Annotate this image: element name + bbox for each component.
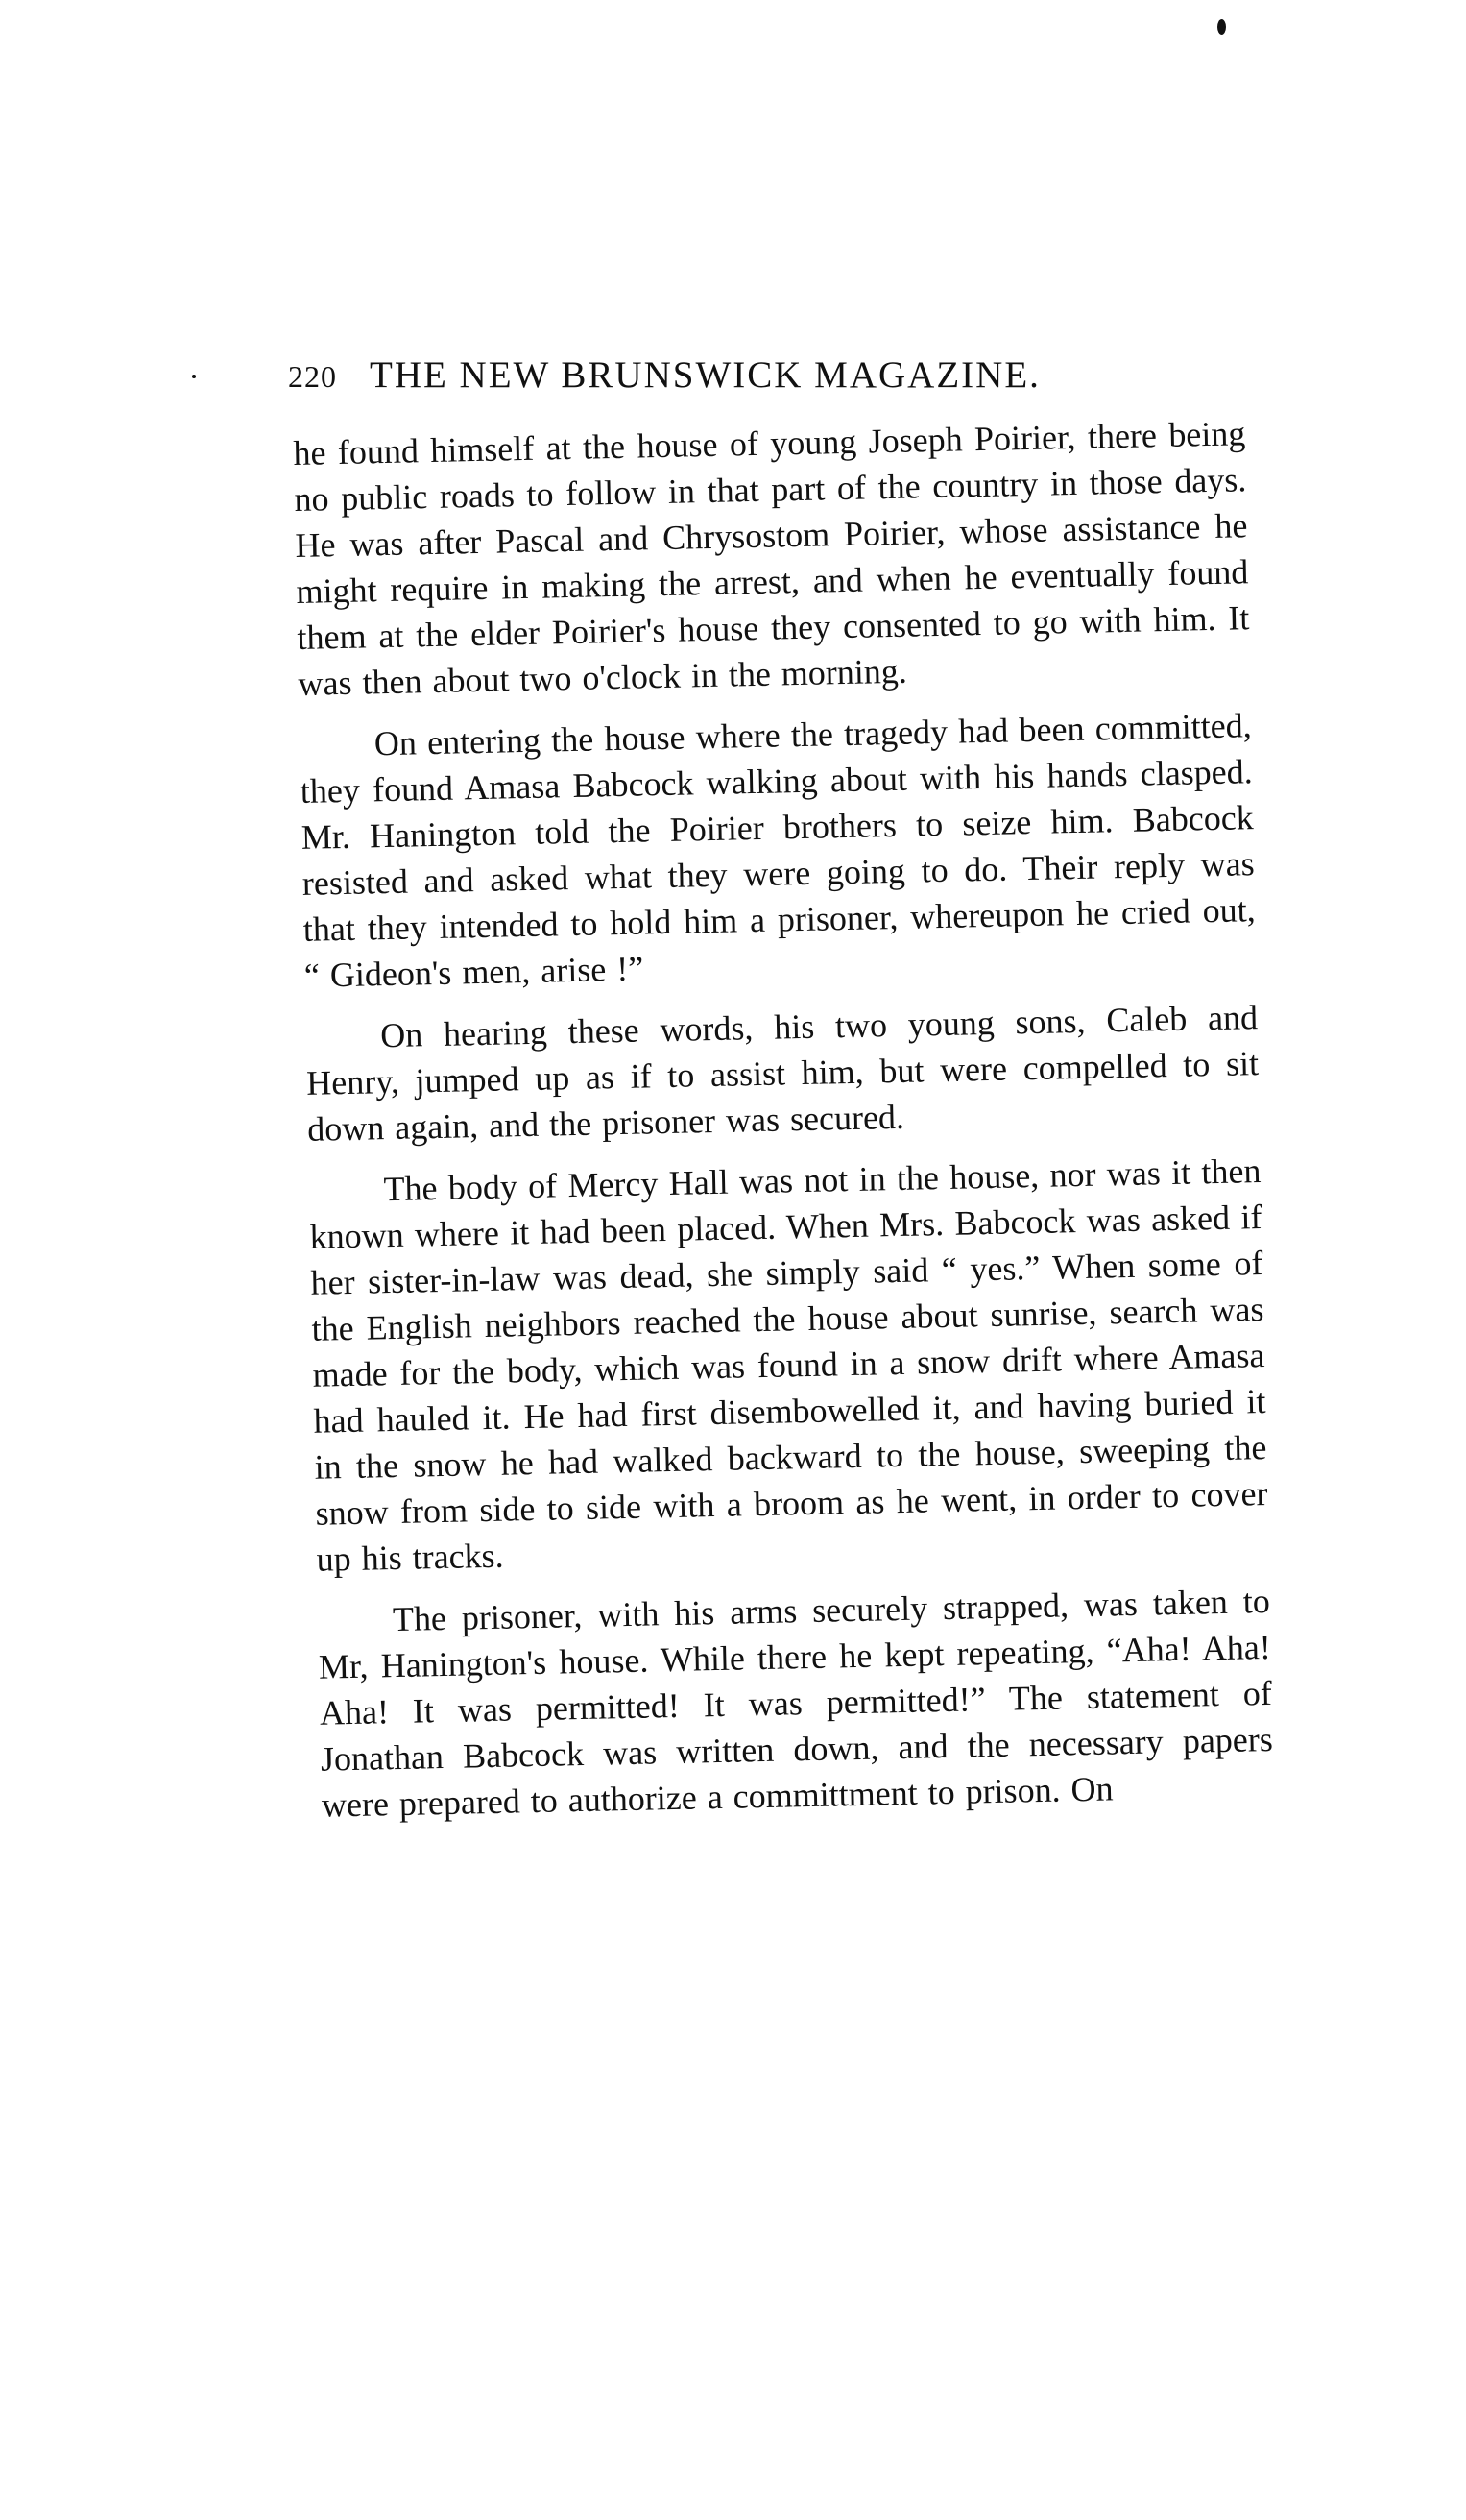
ink-speck [192, 375, 196, 378]
paragraph: On entering the house where the tragedy had been committed, they found Amasa Babcock walking about with his hands clasped. Mr. Hanington told the Poirier brothers to seize him. Babcock resisted and asked what they were going to do. Their reply was that they intended to hold him a prisoner, whereupon he cried out, “ Gideon's men, arise !” [300, 706, 1257, 995]
paragraph: On hearing these words, his two young sons, Caleb and Henry, jumped up as if to assist him, but were compelled to sit down again, and the prisoner was secured. [305, 998, 1260, 1149]
ink-speck [1217, 19, 1226, 35]
page-header [288, 353, 1162, 411]
running-head: THE NEW BRUNSWICK MAGAZINE. [370, 354, 1041, 396]
page-number: 220 [288, 359, 337, 394]
body-text [293, 410, 1274, 1828]
paragraph: The body of Mercy Hall was not in the house, nor was it then known where it had been placed. When Mrs. Babcock was asked if her sister-in-law was dead, she simply said “ yes.” When some of the English neighbors reached the house about sunrise, search was made for the body, which was found in a snow drift where Amasa had hauled it. He had first disembowelled it, and having buried it in the snow he had walked backward to the house, sweeping the snow from side to side with a broom as he went, in order to cover up his tracks. [309, 1151, 1268, 1579]
paragraph: he found himself at the house of young Joseph Poirier, there being no public roads to follow in that part of the country in those days. He was after Pascal and Chrysostom Poirier, whose assistance he might require in making the arrest, and when he eventually found them at the elder Poirier's house they consented to go with him. It was then about two o'clock in the morning. [293, 414, 1250, 703]
paragraph: The prisoner, with his arms securely strapped, was taken to Mr, Hanington's house. While there he kept repeating, “Aha! Aha! Aha! It was permitted! It was permitted!” The statement of Jonathan Babcock was written down, and the necessary papers were prepared to authorize a committment to prison. On [318, 1581, 1274, 1825]
